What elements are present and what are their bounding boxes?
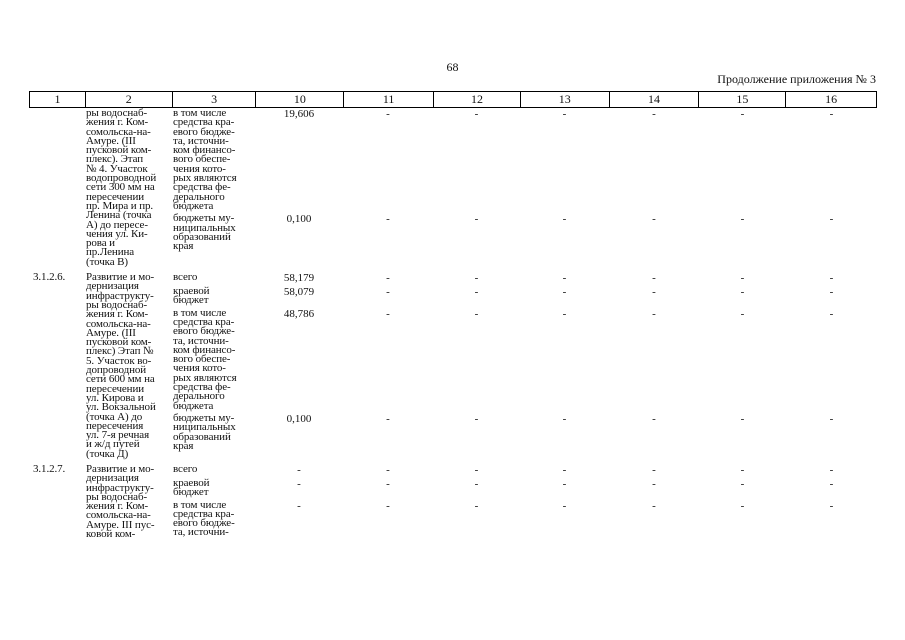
value-cell: - bbox=[562, 307, 567, 320]
header-cell: 12 bbox=[433, 92, 520, 107]
value-cell: - bbox=[829, 108, 834, 120]
item-description: Развитие и мо- дернизация инфраструкту- ры водоснаб- жения г. Ком- сомольска-на- Амуре. (III пусковой ком- плекс) Этап № 5. Участок во- допроводной сети 600 мм на пересечении ул. Кирова и ул. Вокзальной (точка А) до пересечения ул. 7-я речная и ж/д путей (точка Д) bbox=[86, 271, 156, 460]
funding-source: бюджеты му- ниципальных образований края bbox=[173, 212, 236, 253]
funding-source: всего bbox=[173, 271, 198, 284]
value-cell: - bbox=[652, 307, 656, 320]
value-cell: - bbox=[829, 412, 834, 425]
value-cell: - bbox=[740, 307, 745, 320]
header-cell: 11 bbox=[343, 92, 433, 107]
table-row-group bbox=[29, 273, 877, 459]
value-cell: - bbox=[829, 463, 834, 476]
value-cell: - bbox=[562, 286, 567, 299]
value-cell: - bbox=[386, 272, 390, 285]
funding-source: краевой бюджет bbox=[173, 285, 210, 307]
value-cell: - bbox=[386, 286, 390, 299]
appendix-continuation-label: Продолжение приложения № 3 bbox=[717, 72, 876, 86]
value-cell: - bbox=[740, 477, 745, 490]
value-cell: - bbox=[386, 307, 390, 320]
value-cell: - bbox=[386, 499, 390, 512]
header-cell: 2 bbox=[85, 92, 172, 107]
value-cell: - bbox=[740, 463, 745, 476]
value-cell: - bbox=[297, 499, 301, 512]
table-row bbox=[171, 498, 877, 539]
value-cell: - bbox=[474, 213, 479, 226]
page-number: 68 bbox=[446, 60, 459, 74]
table-row bbox=[171, 306, 877, 412]
value-cell: - bbox=[562, 272, 567, 285]
value-cell: - bbox=[386, 108, 390, 120]
value-cell: - bbox=[474, 272, 479, 285]
value-cell: - bbox=[740, 412, 745, 425]
value-cell: - bbox=[740, 499, 745, 512]
header-cell: 14 bbox=[609, 92, 699, 107]
value-cell: - bbox=[829, 286, 834, 299]
value-cell: - bbox=[652, 272, 656, 285]
table-row bbox=[171, 462, 877, 476]
value-cell: - bbox=[474, 108, 479, 120]
value-cell: - bbox=[652, 412, 656, 425]
value-cell: - bbox=[297, 477, 301, 490]
funding-source: в том числе средства кра- евого бюдже- та, источни- bbox=[173, 498, 235, 539]
value-cell: - bbox=[474, 463, 479, 476]
value-cell: - bbox=[474, 499, 479, 512]
funding-source: в том числе средства кра- евого бюдже- та, источни- ком финансо- вого обеспе- чения кото- рых являются средства фе- дерального бюджета bbox=[173, 306, 237, 412]
value-cell: - bbox=[829, 272, 834, 285]
header-cell: 1 bbox=[54, 92, 61, 106]
funding-source: в том числе средства кра- евого бюдже- та, источни- ком финансо- вого обеспе- чения кото- рых являются средства фе- дерального бюджета bbox=[173, 107, 237, 212]
value-cell: - bbox=[829, 499, 834, 512]
table-row bbox=[171, 273, 877, 284]
header-cell: 15 bbox=[698, 92, 785, 107]
header-cell: 3 bbox=[172, 92, 256, 107]
value-cell: - bbox=[829, 307, 834, 320]
value-cell: - bbox=[740, 286, 745, 299]
value-cell: 0,100 bbox=[286, 213, 312, 226]
value-cell: 48,786 bbox=[283, 307, 315, 320]
value-cell: - bbox=[562, 412, 567, 425]
header-cell: 16 bbox=[785, 92, 876, 107]
funding-source: всего bbox=[173, 462, 198, 475]
value-cell: 0,100 bbox=[286, 412, 312, 425]
table-row bbox=[171, 109, 877, 211]
funding-source: бюджеты му- ниципальных образований края bbox=[173, 411, 236, 452]
table-row bbox=[171, 287, 877, 306]
value-cell: - bbox=[297, 463, 301, 476]
value-cell: 58,079 bbox=[283, 286, 315, 299]
value-cell: - bbox=[829, 477, 834, 490]
value-cell: - bbox=[740, 108, 745, 120]
value-cell: - bbox=[562, 108, 567, 120]
value-cell: - bbox=[652, 213, 656, 226]
value-cell: - bbox=[652, 463, 656, 476]
value-cell: - bbox=[386, 477, 390, 490]
value-cell: - bbox=[562, 213, 567, 226]
table-row-group bbox=[29, 109, 877, 267]
value-cell: 58,179 bbox=[283, 272, 315, 285]
value-cell: - bbox=[562, 499, 567, 512]
value-cell: - bbox=[740, 213, 745, 226]
table-body bbox=[29, 109, 877, 539]
value-cell: - bbox=[829, 213, 834, 226]
value-cell: - bbox=[474, 286, 479, 299]
value-cell: - bbox=[386, 412, 390, 425]
header-cell: 10 bbox=[255, 92, 343, 107]
value-cell: - bbox=[740, 272, 745, 285]
table-header bbox=[29, 91, 877, 108]
value-cell: - bbox=[386, 213, 390, 226]
value-cell: - bbox=[652, 477, 656, 490]
value-cell: - bbox=[474, 307, 479, 320]
value-cell: - bbox=[474, 477, 479, 490]
item-number: 3.1.2.6. bbox=[33, 271, 66, 284]
value-cell: - bbox=[562, 477, 567, 490]
value-cell: - bbox=[652, 499, 656, 512]
item-number: 3.1.2.7. bbox=[33, 462, 66, 475]
header-cell: 13 bbox=[520, 92, 609, 107]
value-cell: 19,606 bbox=[283, 108, 315, 120]
table-row bbox=[171, 476, 877, 499]
value-cell: - bbox=[386, 463, 390, 476]
table-row bbox=[171, 411, 877, 452]
item-description: ры водоснаб- жения г. Ком- сомольска-на- Амуре. (III пусковой ком- плекс). Этап № 4. Участок водопроводной сети 300 мм на пересечении пр. Мира и пр. Ленина (точка А) до пересе- чения ул. Ки- рова и пр.Ленина (точка В) bbox=[86, 107, 157, 268]
funding-source: краевой бюджет bbox=[173, 476, 210, 499]
value-cell: - bbox=[562, 463, 567, 476]
item-description: Развитие и мо- дернизация инфраструкту- ры водоснаб- жения г. Ком- сомольска-на- Амуре. III пус- ковой ком- bbox=[86, 462, 155, 541]
table-row-group bbox=[29, 462, 877, 541]
value-cell: - bbox=[474, 412, 479, 425]
value-cell: - bbox=[652, 108, 656, 120]
value-cell: - bbox=[652, 286, 656, 299]
table-row bbox=[171, 214, 877, 251]
